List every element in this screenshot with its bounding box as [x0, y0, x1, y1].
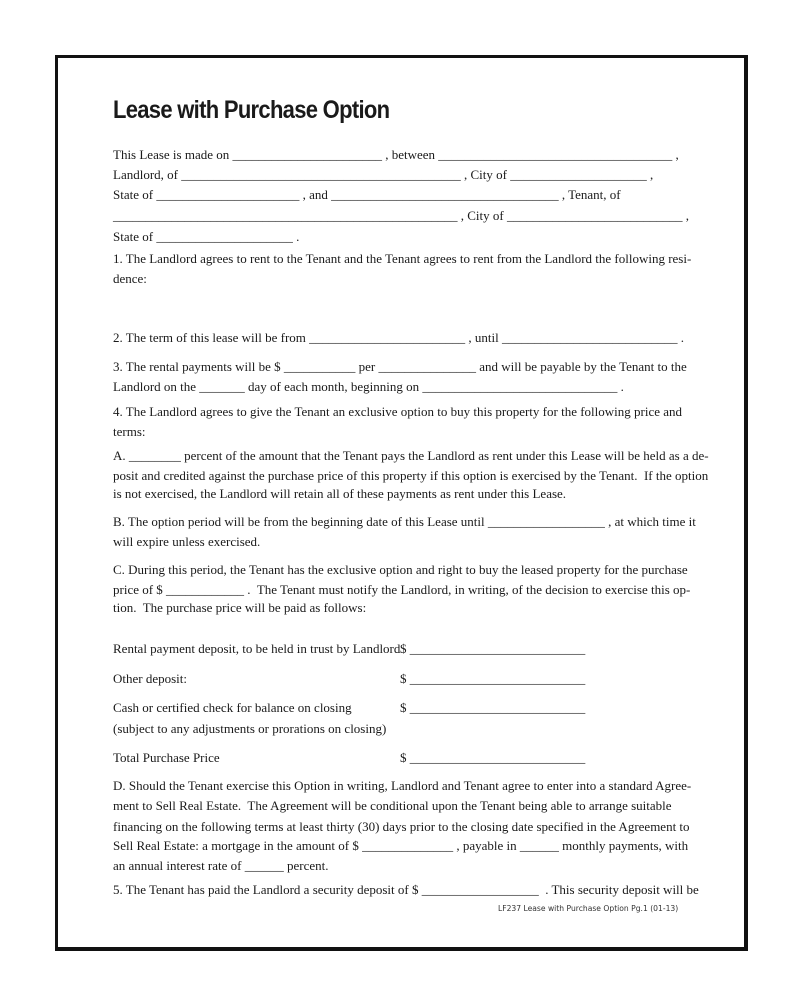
text-line: price of $ ____________ . The Tenant must notify the Landlord, in writing, of the decision to exercise this op-: [113, 582, 691, 597]
text-line: _____________________________________________________ , City of ___________________________ ,: [113, 208, 689, 223]
payment-blank: $ ___________________________: [400, 750, 586, 765]
text-line: 2. The term of this lease will be from ________________________ , until ___________________________ .: [113, 330, 684, 345]
text-line: Landlord on the _______ day of each month, beginning on ______________________________ .: [113, 379, 624, 394]
text-line: A. ________ percent of the amount that the Tenant pays the Landlord as rent under this Lease will be held as a de-: [113, 448, 709, 463]
text-line: B. The option period will be from the beginning date of this Lease until __________________ , at which time it: [113, 514, 696, 529]
payment-label: Total Purchase Price: [113, 750, 220, 765]
text-line: 5. The Tenant has paid the Landlord a security deposit of $ __________________ . This security deposit will be: [113, 882, 699, 897]
payment-note: (subject to any adjustments or prorations on closing): [113, 721, 387, 736]
text-line: This Lease is made on _______________________ , between ____________________________________ ,: [113, 147, 679, 162]
text-line: D. Should the Tenant exercise this Option in writing, Landlord and Tenant agree to enter into a standard Agree-: [113, 778, 692, 793]
text-line: Sell Real Estate: a mortgage in the amount of $ ______________ , payable in ______ monthly payments, with: [113, 838, 689, 853]
payment-label: Rental payment deposit, to be held in trust by Landlord: [113, 641, 401, 656]
text-line: C. During this period, the Tenant has the exclusive option and right to buy the leased property for the purchase: [113, 562, 688, 577]
payment-label: Other deposit:: [113, 671, 188, 686]
payment-blank: $ ___________________________: [400, 671, 586, 686]
text-line: Landlord, of ___________________________________________ , City of _____________________ ,: [113, 167, 654, 182]
text-line: posit and credited against the purchase price of this property if this option is exercised by the Tenant. If the option: [113, 468, 709, 483]
payment-blank: $ ___________________________: [400, 700, 586, 715]
document-title: Lease with Purchase Option: [113, 96, 390, 124]
text-line: 1. The Landlord agrees to rent to the Tenant and the Tenant agrees to rent from the Landlord the following resi-: [113, 251, 692, 266]
text-line: terms:: [113, 424, 146, 439]
text-line: tion. The purchase price will be paid as follows:: [113, 600, 367, 615]
text-line: 4. The Landlord agrees to give the Tenant an exclusive option to buy this property for the following price and: [113, 404, 683, 419]
text-line: is not exercised, the Landlord will retain all of these payments as rent under this Lease.: [113, 486, 567, 501]
text-line: State of ______________________ , and ___________________________________ , Tenant, of: [113, 187, 621, 202]
payment-blank: $ ___________________________: [400, 641, 586, 656]
text-line: will expire unless exercised.: [113, 534, 261, 549]
text-line: 3. The rental payments will be $ ___________ per _______________ and will be payable by the Tenant to the: [113, 359, 687, 374]
text-line: dence:: [113, 271, 147, 286]
payment-label: Cash or certified check for balance on closing: [113, 700, 352, 715]
text-line: an annual interest rate of ______ percent.: [113, 858, 329, 873]
text-line: financing on the following terms at least thirty (30) days prior to the closing date specified in the Agreement to: [113, 819, 690, 834]
text-line: State of _____________________ .: [113, 229, 300, 244]
page-footer: LF237 Lease with Purchase Option Pg.1 (01-13): [498, 904, 679, 913]
text-line: ment to Sell Real Estate. The Agreement will be conditional upon the Tenant being able to arrange suitable: [113, 798, 672, 813]
